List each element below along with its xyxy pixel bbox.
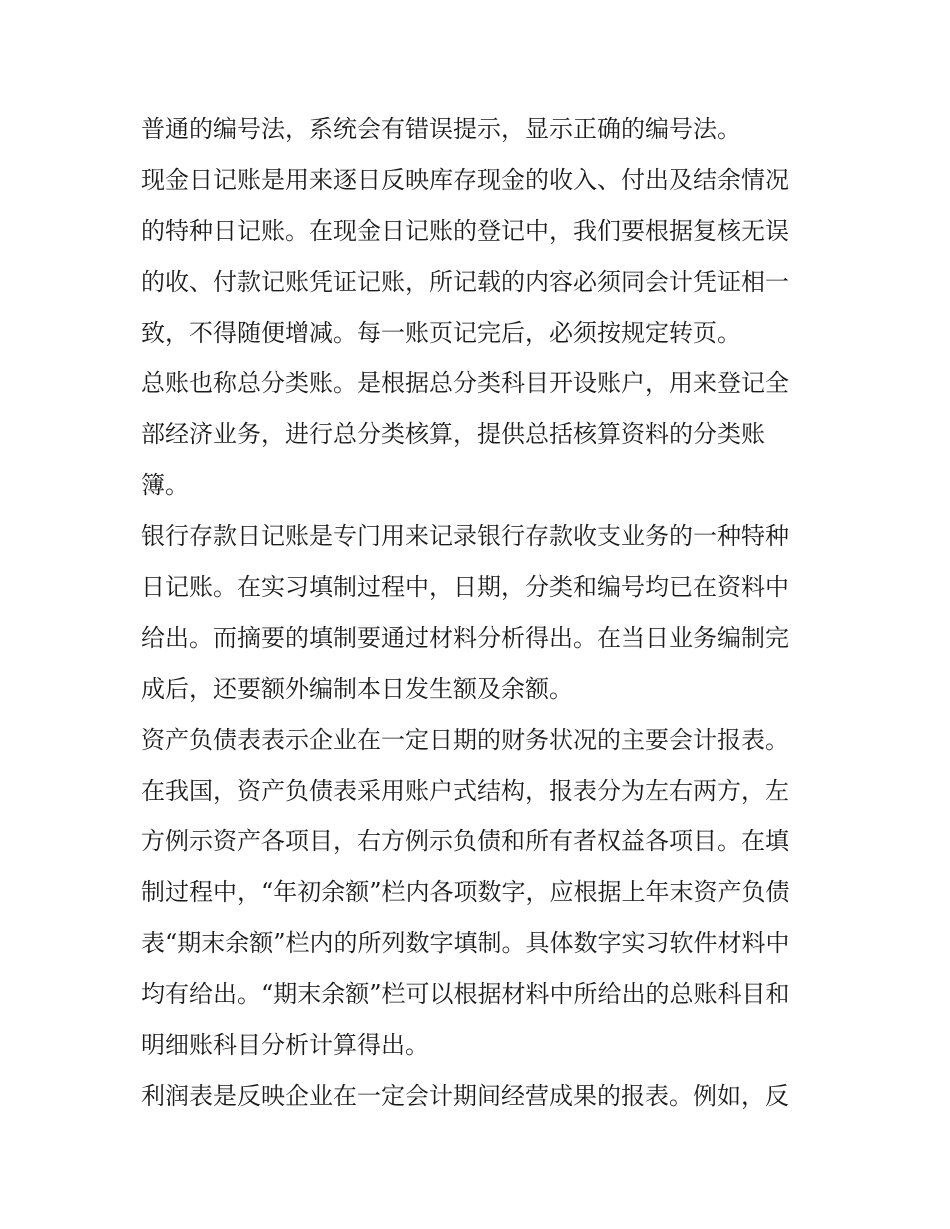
paragraph-income-statement (141, 1071, 813, 1122)
paragraph-general-ledger (141, 358, 813, 511)
text-line: 银行存款日记账是专门用来记录银行存款收支业务的一种特种 (141, 522, 789, 551)
text-line: 部经济业务，进行总分类核算，提供总括核算资料的分类账 (141, 420, 765, 449)
text-line: 给出。而摘要的填制要通过材料分析得出。在当日业务编制完 (141, 623, 789, 652)
text-line: 均有给出。“期末余额”栏可以根据材料中所给出的总账科目和 (141, 980, 790, 1009)
text-line: 日记账。在实习填制过程中，日期，分类和编号均已在资料中 (141, 573, 789, 602)
paragraph-numbering-note (141, 104, 813, 155)
paragraph-cash-journal (141, 155, 813, 359)
text-line: 成后，还要额外编制本日发生额及余额。 (141, 674, 573, 703)
text-line: 制过程中，“年初余额”栏内各项数字，应根据上年末资产负债 (141, 878, 790, 907)
text-line: 的收、付款记账凭证记账，所记载的内容必须同会计凭证相一 (141, 267, 789, 296)
paragraph-balance-sheet (141, 715, 813, 1071)
text-line: 利润表是反映企业在一定会计期间经营成果的报表。例如，反 (141, 1081, 789, 1110)
text-line: 现金日记账是用来逐日反映库存现金的收入、付出及结余情况 (141, 165, 789, 194)
text-line: 资产负债表表示企业在一定日期的财务状况的主要会计报表。 (141, 725, 789, 754)
text-line: 普通的编号法，系统会有错误提示，显示正确的编号法。 (141, 115, 741, 143)
text-line: 致，不得随便增减。每一账页记完后，必须按规定转页。 (141, 318, 741, 347)
text-line: 方例示资产各项目，右方例示负债和所有者权益各项目。在填 (141, 827, 789, 856)
text-line: 明细账科目分析计算得出。 (141, 1031, 429, 1060)
paragraph-bank-journal (141, 511, 813, 715)
text-line: 总账也称总分类账。是根据总分类科目开设账户，用来登记全 (141, 369, 789, 398)
text-line: 表“期末余额”栏内的所列数字填制。具体数字实习软件材料中 (141, 929, 790, 958)
text-line: 的特种日记账。在现金日记账的登记中，我们要根据复核无误 (141, 216, 789, 245)
text-line: 簿。 (141, 471, 189, 500)
text-line: 在我国，资产负债表采用账户式结构，报表分为左右两方，左 (141, 776, 789, 805)
document-body (141, 104, 813, 1122)
